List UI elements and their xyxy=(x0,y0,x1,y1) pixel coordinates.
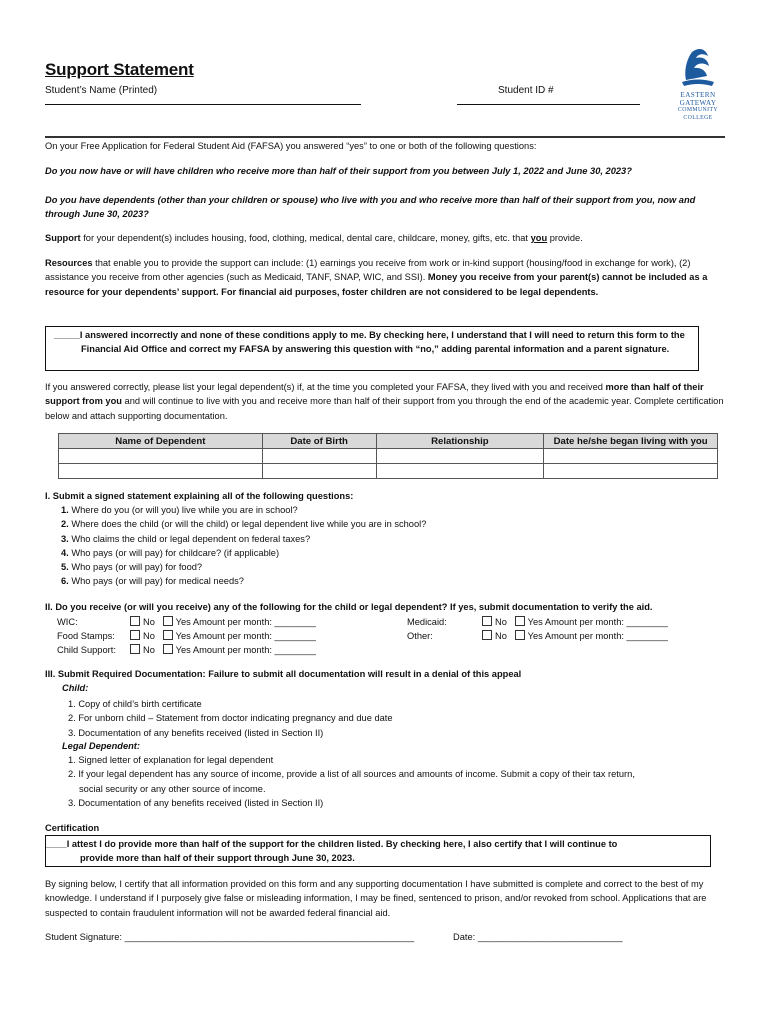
resources-term: Resources xyxy=(45,258,93,268)
question-2: Do you have dependents (other than your children or spouse) who live with you and who receive more than half of their support from you, now and through June 30, 2023? xyxy=(45,195,696,220)
logo-text-1: EASTERN xyxy=(680,91,716,99)
date-field[interactable]: ____________________________ xyxy=(477,932,623,942)
incorrect-answer-box xyxy=(45,326,699,371)
list-item: 2. Where does the child (or will the child) or legal dependent live while you are in school? xyxy=(61,519,427,530)
table-cell[interactable] xyxy=(262,464,376,479)
section-2-title: II. Do you receive (or will you receive) any of the following for the child or legal dependent? If yes, submit documentation to verify the aid. xyxy=(45,602,653,612)
list-item: 1. Where do you (or will you) live while you are in school? xyxy=(61,505,298,515)
aid-label: Child Support: xyxy=(57,645,116,655)
yes-checkbox[interactable] xyxy=(515,630,525,640)
table-cell[interactable] xyxy=(376,464,544,479)
child-docs-list xyxy=(68,697,393,740)
legal-docs-list xyxy=(68,753,728,810)
resources-note: Money you receive from your parent(s) cannot be included as a resource for your dependents’ support. For financial aid purposes, foster children are not considered to be legal dependents. xyxy=(45,272,708,297)
list-item: 3. Who claims the child or legal dependent on federal taxes? xyxy=(61,533,311,544)
table-cell[interactable] xyxy=(376,449,544,464)
logo-emblem-icon xyxy=(670,46,726,90)
col-dob: Date of Birth xyxy=(262,434,376,449)
resources-text: that enable you to provide the support can include: (1) earnings you receive from work or in-kind support (housing/food in exchange for work), (2) assistance you receive from other agencies (such as Medicaid, TANF, SNAP, WIC, and SSI). xyxy=(45,258,691,283)
table-cell[interactable] xyxy=(544,464,718,479)
col-name: Name of Dependent xyxy=(59,434,263,449)
yes-checkbox[interactable] xyxy=(163,644,173,654)
aid-row-wic: WIC: No Yes Amount per month: ________ xyxy=(57,617,316,627)
correct-text-2: and will continue to live with you and receive more than half of their support from you through the end of the academic year. Complete certification below and attach supporting documentation. xyxy=(45,396,724,421)
support-you: you xyxy=(530,233,548,243)
intro-lead: On your Free Application for Federal Student Aid (FAFSA) you answered “yes” to one or both of the following questions: xyxy=(45,141,537,151)
aid-row-other: Other: No Yes Amount per month: ________ xyxy=(407,631,668,641)
support-end: provide. xyxy=(547,233,583,243)
aid-row-medicaid: Medicaid: No Yes Amount per month: ________ xyxy=(407,617,668,627)
list-item: 1. Signed letter of explanation for legal dependent xyxy=(68,755,274,765)
list-item: 5. Who pays (or will pay) for food? xyxy=(61,562,203,573)
aid-row-food-stamps: Food Stamps: No Yes Amount per month: ________ xyxy=(57,631,316,641)
list-item: 2. For unborn child – Statement from doctor indicating pregnancy and due date xyxy=(68,713,393,724)
list-item: 1. Copy of child’s birth certificate xyxy=(68,699,202,709)
table-cell[interactable] xyxy=(262,449,376,464)
table-cell[interactable] xyxy=(59,449,263,464)
aid-row-child-support: Child Support: No Yes Amount per month: ________ xyxy=(57,645,316,655)
section-1-list xyxy=(61,503,426,589)
col-date-living: Date he/she began living with you xyxy=(544,434,718,449)
table-cell[interactable] xyxy=(544,449,718,464)
page-title: Support Statement xyxy=(45,60,194,79)
col-relationship: Relationship xyxy=(376,434,544,449)
college-logo xyxy=(670,46,726,122)
no-checkbox[interactable] xyxy=(130,616,140,626)
student-id-label: Student ID # xyxy=(498,85,554,96)
date-row xyxy=(453,932,623,942)
yes-checkbox[interactable] xyxy=(163,616,173,626)
certification-heading: Certification xyxy=(45,823,100,833)
aid-label: Other: xyxy=(407,631,433,641)
aid-right-column xyxy=(407,615,668,643)
section-1-title: I. Submit a signed statement explaining all of the following questions: xyxy=(45,491,354,501)
logo-text-4: COLLEGE xyxy=(683,114,713,121)
list-item: social security or any other source of income. xyxy=(79,783,266,794)
list-item: 3. Documentation of any benefits received (listed in Section II) xyxy=(68,797,324,808)
question-1: Do you now have or will have children who receive more than half of their support from you between July 1, 2022 and June 30, 2023? xyxy=(45,166,632,176)
support-definition xyxy=(45,233,735,243)
certification-text-2: provide more than half of their support through June 30, 2023. xyxy=(80,853,355,864)
legal-dependent-label: Legal Dependent: xyxy=(62,741,140,751)
logo-text-2: GATEWAY xyxy=(679,98,717,107)
signature-field[interactable]: ________________________________________________________ xyxy=(124,932,415,942)
list-item: 4. Who pays (or will pay) for childcare? (if applicable) xyxy=(61,547,280,558)
certification-box xyxy=(45,835,711,867)
list-item: 3. Documentation of any benefits received (listed in Section II) xyxy=(68,727,324,738)
list-item: 2. If your legal dependent has any source of income, provide a list of all sources and amounts of income. Submit a copy of their tax return, xyxy=(68,769,635,780)
list-item: 6. Who pays (or will pay) for medical needs? xyxy=(61,576,244,587)
table-cell[interactable] xyxy=(59,464,263,479)
student-name-label: Student’s Name (Printed) xyxy=(45,85,158,96)
yes-checkbox[interactable] xyxy=(515,616,525,626)
table-row xyxy=(59,464,718,479)
incorrect-checkbox-blank[interactable]: _____ xyxy=(54,330,80,340)
table-header-row xyxy=(59,434,718,449)
student-name-field[interactable] xyxy=(45,104,361,105)
no-checkbox[interactable] xyxy=(482,630,492,640)
no-checkbox[interactable] xyxy=(482,616,492,626)
aid-left-column xyxy=(57,615,316,657)
correct-text-1: If you answered correctly, please list your legal dependent(s) if, at the time you completed your FAFSA, they lived with you and received xyxy=(45,382,606,392)
certification-checkbox-blank[interactable]: ____ xyxy=(46,839,67,849)
child-label: Child: xyxy=(62,683,89,693)
dependents-table xyxy=(58,433,718,479)
student-id-field[interactable] xyxy=(457,104,640,105)
no-checkbox[interactable] xyxy=(130,644,140,654)
yes-checkbox[interactable] xyxy=(163,630,173,640)
support-text: for your dependent(s) includes housing, food, clothing, medical, dental care, childcare, money, gifts, etc. that xyxy=(80,233,531,243)
closing-statement: By signing below, I certify that all information provided on this form and any supporting documentation I have submitted is complete and correct to the best of my knowledge. I understand if I purposely give false or misleading information, I may be fined, sentenced to prison, and/or revoked from school. Applications that are suspected to contain fraudulent information will not be awarded federal financial aid. xyxy=(45,879,707,918)
aid-label: Medicaid: xyxy=(407,617,447,627)
signature-label: Student Signature: xyxy=(45,932,123,942)
table-row xyxy=(59,449,718,464)
no-checkbox[interactable] xyxy=(130,630,140,640)
signature-row xyxy=(45,932,414,942)
aid-label: WIC: xyxy=(57,617,78,627)
header-divider xyxy=(45,136,725,138)
support-term: Support xyxy=(45,233,81,243)
logo-text-3: COMMUNITY xyxy=(678,107,718,113)
correct-text-bold: more than half of their support from you xyxy=(45,382,704,407)
section-3-title: III. Submit Required Documentation: Failure to submit all documentation will result in a denial of this appeal xyxy=(45,669,522,679)
certification-text-1: I attest I do provide more than half of the support for the children listed. By checking here, I also certify that I will continue to xyxy=(66,839,618,849)
aid-label: Food Stamps: xyxy=(57,631,115,641)
resources-paragraph xyxy=(45,256,731,299)
incorrect-text: I answered incorrectly and none of these conditions apply to me. By checking here, I understand that I will need to return this form to the Financial Aid Office and correct my FAFSA by answering this question with “no,” adding parental information and a parent signature. xyxy=(79,330,685,355)
date-label: Date: xyxy=(453,932,476,942)
correct-paragraph xyxy=(45,380,731,423)
